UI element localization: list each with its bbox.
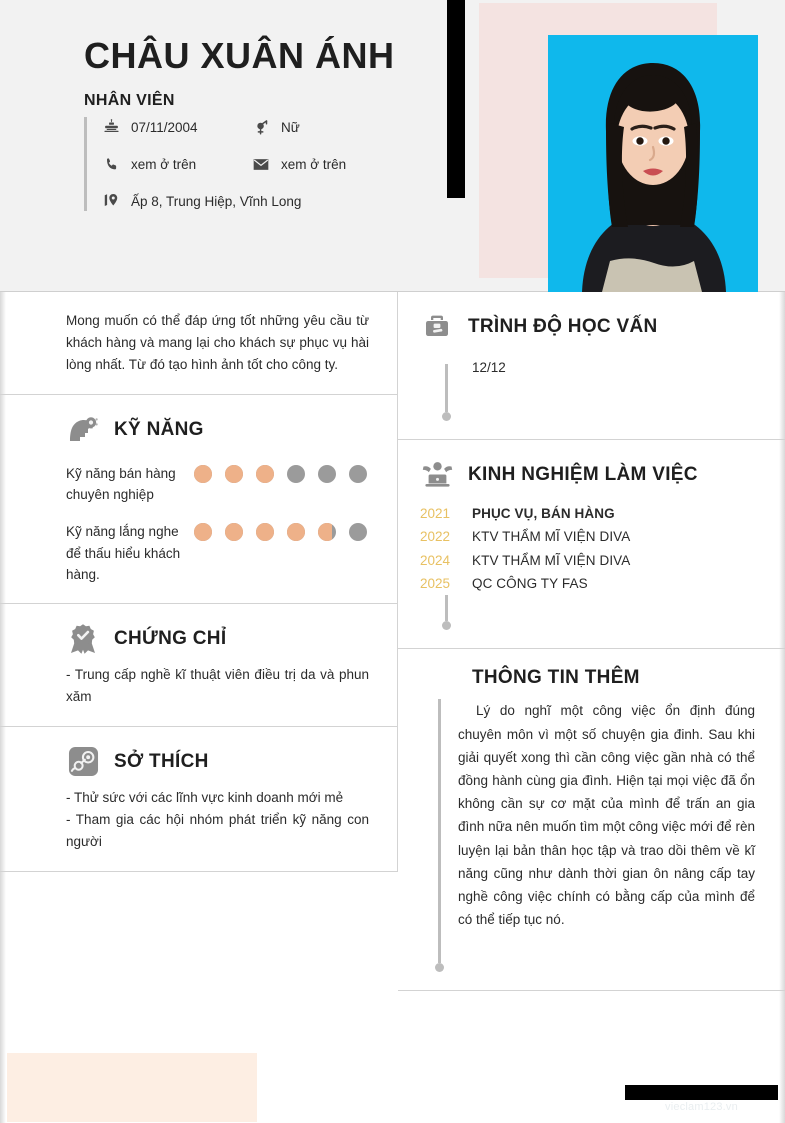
rating-dot	[256, 523, 274, 541]
rating-dot	[225, 465, 243, 483]
experience-year: 2025	[420, 576, 451, 592]
timeline-line	[445, 364, 448, 412]
left-column	[0, 292, 398, 872]
contact-address	[101, 191, 301, 211]
candidate-role: NHÂN VIÊN	[84, 91, 175, 109]
hobby-line: - Tham gia các hội nhóm phát triển kỹ năng con người	[66, 811, 369, 849]
gender-icon	[251, 117, 271, 137]
rating-dot	[194, 465, 212, 483]
candidate-name: CHÂU XUÂN ÁNH	[84, 35, 395, 76]
education-item: 12/12	[472, 360, 506, 375]
birthday-value: 07/11/2004	[131, 119, 198, 135]
skill-item	[66, 521, 369, 585]
additional-info-section	[398, 649, 785, 991]
contact-row-2	[101, 154, 414, 174]
experience-title: KINH NGHIỆM LÀM VIỆC	[468, 464, 698, 485]
phone-value: xem ở trên	[131, 156, 197, 172]
education-section	[398, 292, 785, 440]
timeline-line	[438, 699, 441, 963]
header-black-bar	[447, 0, 465, 198]
timeline-dot	[442, 412, 451, 421]
phone-icon	[101, 154, 121, 174]
skill-label: Kỹ năng bán hàng chuyên nghiệp	[66, 465, 176, 502]
experience-timeline-rail	[420, 595, 472, 630]
contact-email	[251, 154, 346, 174]
timeline-dot	[442, 621, 451, 630]
award-badge-icon	[66, 622, 100, 656]
envelope-icon	[251, 154, 271, 174]
skills-title: KỸ NĂNG	[114, 418, 204, 440]
rating-dot	[318, 465, 336, 483]
cv-body	[0, 292, 785, 991]
rating-dot	[318, 523, 336, 541]
contact-row-1	[101, 117, 414, 137]
experience-title-item: PHỤC VỤ, BÁN HÀNG	[472, 506, 615, 521]
rating-dot	[349, 523, 367, 541]
rating-dot	[349, 465, 367, 483]
experience-titles	[472, 502, 755, 595]
briefcase-icon	[420, 310, 454, 344]
email-value: xem ở trên	[281, 156, 347, 172]
experience-section	[398, 440, 785, 649]
contact-birthday	[101, 117, 251, 137]
education-timeline	[420, 360, 755, 421]
steam-logo-icon	[66, 745, 100, 779]
additional-info-title: THÔNG TIN THÊM	[472, 667, 640, 689]
rating-dot	[194, 523, 212, 541]
experience-title-item: KTV THẨM MĨ VIỆN DIVA	[472, 552, 631, 568]
hobby-line: - Thử sức với các lĩnh vực kinh doanh mới mẻ	[66, 789, 344, 805]
timeline-dot	[435, 963, 444, 972]
header-name-block	[84, 36, 444, 110]
right-column	[398, 292, 785, 991]
objective-text: Mong muốn có thể đáp ứng tốt những yêu cầu từ khách hàng và mang lại cho khách sự phục vụ hài lòng nhất. Từ đó tạo hình ảnh tốt cho công ty.	[66, 313, 369, 372]
experience-list	[420, 502, 755, 595]
footer-black-block	[625, 1085, 778, 1100]
skill-rating-dots	[194, 463, 367, 483]
skills-header	[66, 413, 369, 447]
experience-year: 2021	[420, 506, 451, 521]
hobbies-header	[66, 745, 369, 779]
additional-info-body	[420, 699, 755, 972]
rating-dot	[287, 465, 305, 483]
hobbies-section	[0, 727, 397, 872]
experience-year: 2022	[420, 529, 451, 545]
additional-info-header	[420, 667, 755, 689]
objective-section	[0, 292, 397, 395]
timeline-line	[445, 595, 448, 621]
certificate-line: - Trung cấp nghề kĩ thuật viên điều trị da và phun xăm	[66, 667, 369, 705]
map-pin-icon	[101, 191, 121, 211]
skill-label: Kỹ năng lắng nghe để thấu hiểu khách hàng.	[66, 524, 181, 582]
cv-header	[0, 0, 785, 292]
footer-orange-block	[7, 1053, 257, 1122]
certificates-title: CHỨNG CHỈ	[114, 628, 227, 650]
rating-dot	[225, 523, 243, 541]
skills-section	[0, 395, 397, 605]
additional-info-text: Lý do nghĩ một công việc ổn định đúng chuyên môn vì một số chuyện gia đinh. Sau khi giải quyết xong thì cần công việc gần nhà có thể đồng hành cùng gia đình. Hiện tại mọi việc đã ổn không cần sự cơ mặt của mình để trấn an gia đình nữa nên muốn tìm một công việc mới để rèn luyện lại bản thân học tập và trao dồi thêm về kĩ năng cũng như dành thời gian ôn nâng cấp tay nghề công việc chính có bằng cấp của mình để có thể tiếp tục nó.	[458, 703, 755, 928]
contact-gender	[251, 117, 300, 137]
candidate-photo	[548, 35, 758, 292]
birthday-cake-icon	[101, 117, 121, 137]
rating-dot	[256, 465, 274, 483]
experience-header	[420, 458, 755, 492]
head-idea-icon	[66, 413, 100, 447]
contact-phone	[101, 154, 251, 174]
experience-year: 2024	[420, 552, 451, 568]
contact-block	[84, 117, 414, 211]
address-value: Ấp 8, Trung Hiệp, Vĩnh Long	[131, 193, 302, 209]
hobbies-body	[66, 787, 369, 853]
watermark: vieclam123.vn	[665, 1101, 738, 1113]
certificates-body	[66, 664, 369, 708]
education-header	[420, 310, 755, 344]
education-items	[472, 360, 755, 421]
rating-dot	[287, 523, 305, 541]
contact-row-3	[101, 191, 414, 211]
experience-title-item: KTV THẨM MĨ VIỆN DIVA	[472, 529, 631, 545]
timeline-rail	[420, 360, 472, 421]
skill-item	[66, 463, 369, 506]
skill-rating-dots	[194, 521, 367, 541]
experience-years	[420, 502, 472, 595]
timeline-rail	[420, 699, 458, 972]
certificates-section	[0, 604, 397, 727]
certificates-header	[66, 622, 369, 656]
education-title: TRÌNH ĐỘ HỌC VẤN	[468, 316, 658, 337]
experience-title-item: QC CÔNG TY FAS	[472, 576, 588, 592]
gender-value: Nữ	[281, 119, 300, 135]
hobbies-title: SỞ THÍCH	[114, 750, 209, 772]
person-laptop-icon	[420, 458, 454, 492]
